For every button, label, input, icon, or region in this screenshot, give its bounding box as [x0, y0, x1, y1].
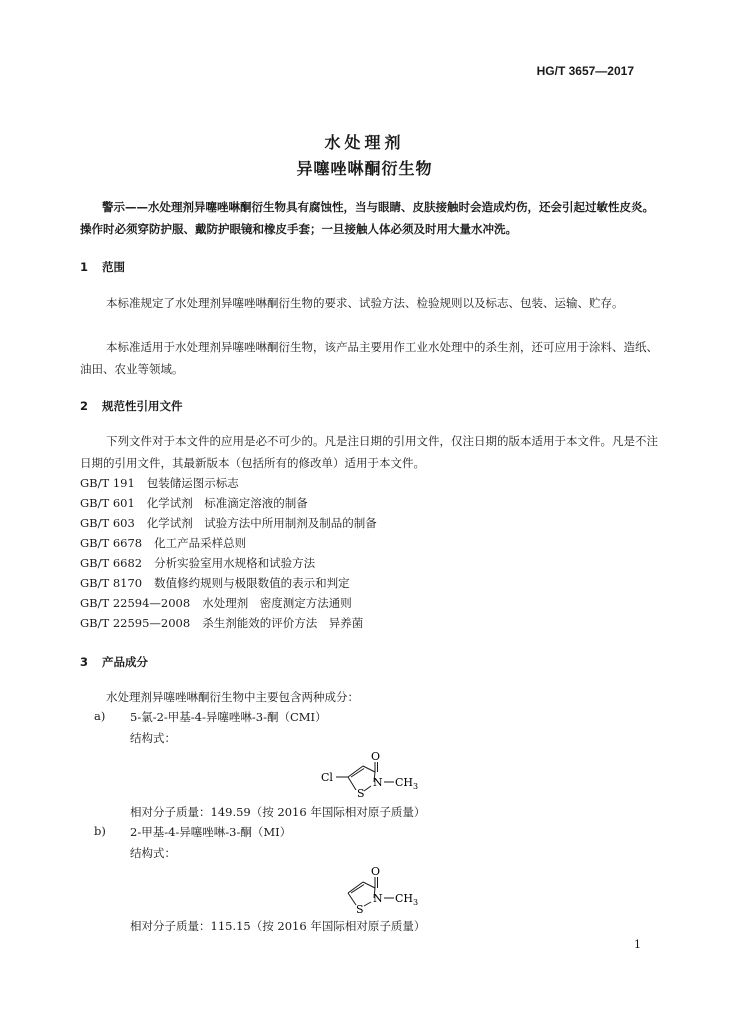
atom-o: O — [371, 865, 381, 878]
mi-structure — [318, 858, 418, 916]
section-title: 规范性引用文件 — [102, 399, 183, 413]
reference-item: GB/T 601 化学试剂 标准滴定溶液的制备 — [80, 496, 308, 510]
section-number: 3 — [80, 655, 89, 669]
atom-s: S — [356, 903, 364, 916]
atom-n: N — [373, 892, 383, 905]
mi-name: 2-甲基-4-异噻唑啉-3-酮（MI） — [130, 825, 292, 839]
section-heading-composition — [80, 654, 148, 670]
document-code: HG/T 3657—2017 — [536, 64, 634, 78]
reference-item: GB/T 6678 化工产品采样总则 — [80, 536, 247, 550]
cmi-molecular-mass: 相对分子质量：149.59（按 2016 年国际相对原子质量） — [130, 805, 426, 819]
atom-o: O — [371, 750, 381, 763]
reference-item: GB/T 22594—2008 水处理剂 密度测定方法通则 — [80, 596, 352, 610]
section-title: 产品成分 — [102, 655, 148, 669]
methyl-group: $CH_3$ — [395, 892, 418, 907]
cmi-name: 5-氯-2-甲基-4-异噻唑啉-3-酮（CMI） — [130, 710, 327, 724]
atom-s: S — [357, 787, 365, 800]
reference-item: GB/T 191 包装储运图示标志 — [80, 476, 239, 490]
section-number: 2 — [80, 399, 89, 413]
title-line-1: 水处理剂 — [324, 133, 405, 152]
atom-n: N — [373, 776, 383, 789]
atom-cl: Cl — [321, 771, 333, 784]
section-heading-scope — [80, 259, 125, 275]
composition-intro: 水处理剂异噻唑啉酮衍生物中主要包含两种成分： — [106, 690, 359, 704]
cmi-structure — [318, 742, 418, 800]
item-marker: a) — [94, 709, 106, 723]
reference-item: GB/T 6682 分析实验室用水规格和试验方法 — [80, 556, 316, 570]
structure-label: 结构式： — [130, 846, 176, 860]
structure-label: 结构式： — [130, 731, 176, 745]
reference-item: GB/T 8170 数值修约规则与极限数值的表示和判定 — [80, 576, 350, 590]
section-title: 范围 — [102, 260, 125, 274]
section-number: 1 — [80, 260, 89, 274]
scope-paragraph-2: 本标准适用于水处理剂异噻唑啉酮衍生物，该产品主要用作工业水处理中的杀生剂，还可应用于涂料、造纸、油田、农业等领域。 — [80, 340, 658, 376]
item-marker: b) — [94, 824, 106, 838]
normative-intro: 下列文件对于本文件的应用是必不可少的。凡是注日期的引用文件，仅注日期的版本适用于本文件。凡是不注日期的引用文件，其最新版本（包括所有的修改单）适用于本文件。 — [80, 434, 658, 470]
mi-molecular-mass: 相对分子质量：115.15（按 2016 年国际相对原子质量） — [130, 919, 426, 933]
title-line-2: 异噻唑啉酮衍生物 — [296, 159, 433, 178]
reference-item: GB/T 22595—2008 杀生剂能效的评价方法 异养菌 — [80, 616, 364, 630]
section-heading-normative — [80, 398, 183, 414]
warning-paragraph: 警示——水处理剂异噻唑啉酮衍生物具有腐蚀性，当与眼睛、皮肤接触时会造成灼伤，还会引起过敏性皮炎。操作时必须穿防护服、戴防护眼镜和橡皮手套；一旦接触人体必须及时用大量水冲洗。 — [80, 200, 654, 236]
reference-item: GB/T 603 化学试剂 试验方法中所用制剂及制品的制备 — [80, 516, 377, 530]
scope-paragraph-1: 本标准规定了水处理剂异噻唑啉酮衍生物的要求、试验方法、检验规则以及标志、包装、运输、贮存。 — [106, 296, 624, 310]
methyl-group: $CH_3$ — [395, 776, 418, 791]
page-number: 1 — [634, 938, 641, 951]
